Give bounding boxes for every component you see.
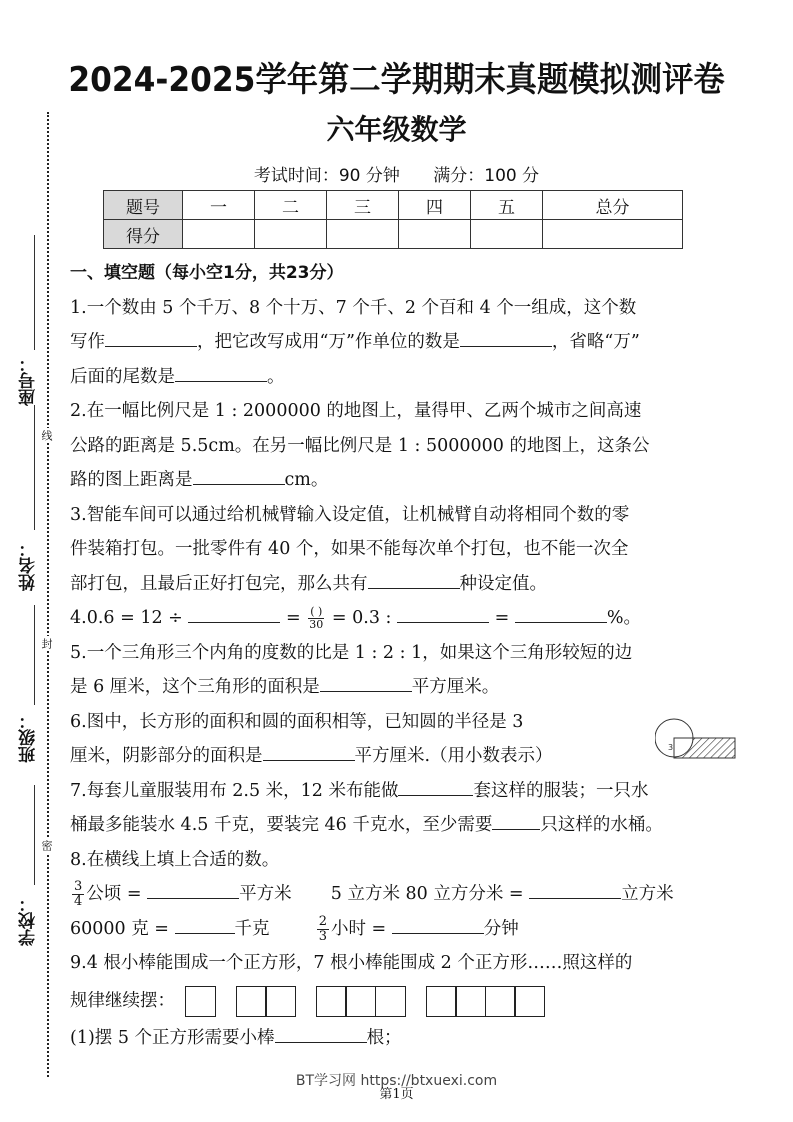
q4-blank-3[interactable] (515, 602, 607, 623)
q7-line2 (70, 808, 760, 843)
score-col: 五 (471, 191, 543, 220)
q5-blank[interactable] (320, 671, 412, 692)
q7-text: 7.每套儿童服装用布 2.5 米，12 米布能做 (70, 780, 399, 801)
q9-line2 (70, 981, 760, 1021)
q9-text: (1)摆 5 个正方形需要小棒 (70, 1027, 275, 1048)
q8-blank-3[interactable] (175, 913, 235, 934)
q4-blank-2[interactable] (397, 602, 489, 623)
score-col: 二 (255, 191, 327, 220)
q7-text: 只这样的水桶。 (540, 815, 663, 835)
frac-num: 2 (318, 913, 327, 929)
q1-line3 (70, 360, 760, 395)
square-group-4 (426, 986, 545, 1017)
circle-rectangle-figure (655, 714, 739, 764)
score-table-label: 题号 (104, 191, 183, 220)
page-number: 第1页 (379, 1087, 414, 1102)
q8-text: 小时 = (330, 918, 387, 939)
q8-text: 平方米 (239, 884, 292, 904)
class-label: 班级： (19, 712, 39, 763)
q7-text: 桶最多能装水 4.5 千克，要装完 46 千克水，至少需要 (70, 815, 493, 835)
q8-text: 立方米 (621, 884, 674, 904)
frac-num: 3 (74, 879, 83, 894)
score-cell[interactable] (471, 220, 543, 249)
exam-info (0, 161, 793, 186)
frac-den: 3 (318, 928, 327, 944)
q7-blank-2[interactable] (492, 809, 540, 830)
cut-word: 线 (40, 430, 53, 441)
score-table-header-row (104, 191, 683, 220)
q4-text: = (285, 608, 301, 628)
score-cell[interactable] (543, 220, 683, 249)
score-cell[interactable] (327, 220, 399, 249)
q3-blank[interactable] (368, 568, 460, 589)
q8-blank-4[interactable] (392, 913, 484, 934)
cut-word: 密 (40, 840, 53, 851)
q6-text: 厘米，阴影部分的面积是 (70, 746, 263, 766)
q4-fraction (308, 606, 324, 631)
cut-word: 封 (40, 638, 53, 649)
watermark: BT学习网 https://btxuexi.com (295, 1073, 498, 1089)
q3-line1: 3.智能车间可以通过给机械臂输入设定值，让机械臂自动将相同个数的零 (70, 504, 630, 525)
question-content (70, 256, 760, 1055)
q1-text: ，省略“万” (551, 332, 640, 352)
q1-text: 。 (267, 366, 285, 387)
q8-fraction-3-4 (72, 880, 84, 909)
score-col: 四 (399, 191, 471, 220)
stick-squares-figure (185, 986, 545, 1017)
q2-text: 路的图上距离是 (70, 470, 193, 490)
score-table (103, 190, 683, 249)
score-col: 一 (183, 191, 255, 220)
q2-blank[interactable] (193, 464, 285, 485)
q1-blank-3[interactable] (175, 361, 267, 382)
q2-line2: 公路的距离是 5.5cm。在另一幅比例尺是 1 : 5000000 的地图上，这条公 (70, 435, 650, 456)
q1-text: 后面的尾数是 (70, 366, 175, 387)
q2-line3 (70, 463, 760, 498)
q4-text: = (494, 608, 510, 628)
school-label: 学校： (19, 895, 39, 946)
q6-text: 平方厘米.（用小数表示） (354, 746, 553, 766)
q5-text: 是 6 厘米，这个三角形的面积是 (70, 677, 320, 697)
q4-text: 4.0.6 = 12 ÷ (70, 608, 183, 628)
q8-blank-2[interactable] (529, 878, 621, 899)
name-field-line[interactable] (34, 405, 35, 530)
q1-blank-1[interactable] (105, 326, 197, 347)
binding-dotted-line (47, 112, 49, 1077)
q3-line3 (70, 567, 760, 602)
section-heading: 一、填空题（每小空1分，共23分） (70, 263, 344, 283)
q4-frac-numerator[interactable]: ( ) (310, 605, 323, 618)
q8-text: 5 立方米 80 立方分米 = (330, 884, 524, 904)
q4-blank-1[interactable] (188, 602, 280, 623)
q4-text: = 0.3 : (331, 608, 392, 628)
exam-subtitle: 六年级数学 (326, 113, 467, 146)
q1-line2 (70, 325, 760, 360)
q4-text: %。 (606, 608, 641, 628)
name-label: 姓名： (19, 540, 39, 591)
q6-blank[interactable] (263, 740, 355, 761)
radius-label: 3 (668, 743, 674, 752)
q9-line1: 9.4 根小棒能围成一个正方形，7 根小棒能围成 2 个正方形……照这样的 (70, 953, 633, 973)
square-group-3 (316, 986, 406, 1017)
q9-text: 规律继续摆： (70, 990, 175, 1011)
q8-row2 (70, 912, 760, 947)
q7-text: 套这样的服装；一只水 (473, 780, 649, 801)
square-group-2 (236, 986, 296, 1017)
q4-line (70, 601, 760, 636)
q3-line2: 件装箱打包。一批零件有 40 个，如果不能每次单个打包，也不能一次全 (70, 539, 629, 559)
q7-blank-1[interactable] (398, 775, 473, 796)
frac-den: 4 (74, 894, 83, 909)
class-field-line[interactable] (34, 605, 35, 705)
square-group-1 (185, 986, 216, 1017)
q9-sub1 (70, 1021, 760, 1056)
school-field-line[interactable] (34, 785, 35, 885)
q3-text: 种设定值。 (459, 573, 547, 594)
q8-fraction-2-3 (317, 915, 329, 944)
q8-text: 千克 (234, 918, 270, 939)
score-cell[interactable] (183, 220, 255, 249)
q8-row1 (70, 877, 760, 912)
score-cell[interactable] (399, 220, 471, 249)
score-col: 总分 (543, 191, 683, 220)
exam-title: 2024-2025学年第二学期期末真题模拟测评卷 (68, 60, 725, 100)
exam-time: 考试时间：90 分钟 (253, 166, 400, 186)
q8-text: 60000 克 = (70, 918, 169, 939)
q9-text: 根； (366, 1027, 402, 1048)
q4-frac-denominator: 30 (309, 618, 324, 631)
q5-text: 平方厘米。 (411, 677, 500, 697)
q5-line1: 5.一个三角形三个内角的度数的比是 1 : 2 : 1，如果这个三角形较短的边 (70, 642, 633, 663)
q1-line1: 1.一个数由 5 个千万、8 个十万、7 个千、2 个百和 4 个一组成，这个数 (70, 297, 637, 318)
q8-line1: 8.在横线上填上合适的数。 (70, 849, 280, 870)
q9-blank-1[interactable] (275, 1022, 367, 1043)
q1-text: 写作 (70, 332, 105, 352)
score-table-score-row (104, 220, 683, 249)
seat-label: 座号： (19, 355, 39, 406)
q5-line2 (70, 670, 760, 705)
q6-line1: 6.图中，长方形的面积和圆的面积相等，已知圆的半径是 3 (70, 711, 524, 732)
q8-text: 公顷 = (86, 884, 142, 904)
full-score: 满分：100 分 (433, 166, 540, 186)
q2-line1: 2.在一幅比例尺是 1 : 2000000 的地图上，量得甲、乙两个城市之间高速 (70, 401, 642, 421)
score-cell[interactable] (255, 220, 327, 249)
score-table-label: 得分 (104, 220, 183, 249)
q1-text: ，把它改写成用“万”作单位的数是 (197, 332, 460, 352)
q1-blank-2[interactable] (460, 326, 552, 347)
q8-blank-1[interactable] (147, 878, 239, 899)
q7-line1 (70, 774, 760, 809)
score-col: 三 (327, 191, 399, 220)
q2-text: cm。 (284, 470, 329, 490)
q3-text: 部打包，且最后正好打包完，那么共有 (70, 573, 368, 594)
q8-text: 分钟 (483, 918, 519, 939)
seat-field-line[interactable] (34, 235, 35, 350)
